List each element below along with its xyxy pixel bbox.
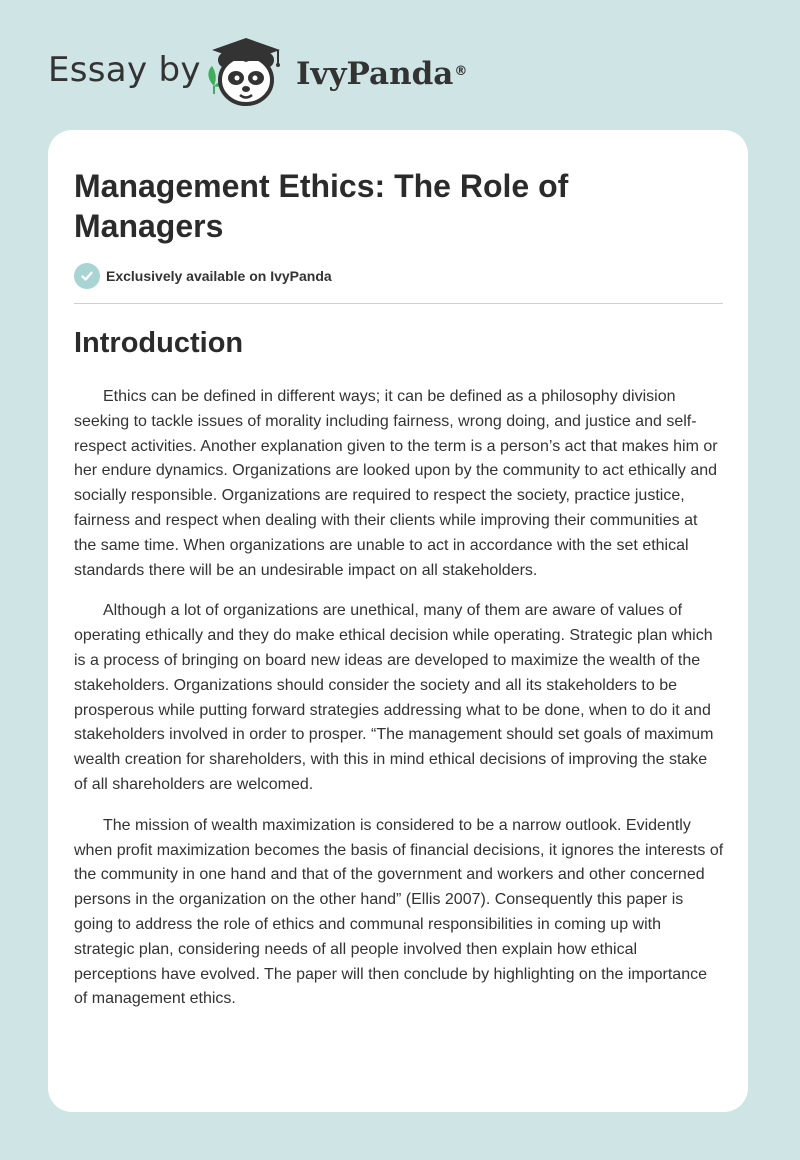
paragraph: The mission of wealth maximization is considered to be a narrow outlook. Evidently when profit maximization becomes the basis of financial decisions, it ignores the interests of the community in one hand and that of the government and workers and other concerned persons in the organization on the other hand” (Ellis 2007). Consequently this paper is going to address the role of ethics and communal responsibilities in coming up with strategic plan, considering needs of all people involved then explain how ethical perceptions have evolved. The paper will then conclude by highlighting on the importance of management ethics.: [74, 816, 724, 1008]
paragraph: Ethics can be defined in different ways; it can be defined as a philosophy division seeking to tackle issues of morality including fairness, wrong doing, and justice and self-respect activities. Another explanation given to the term is a person’s act that makes him or her endure dynamics. Organizations are looked upon by the community to act ethically and socially responsible. Organizations are required to respect the society, practice justice, fairness and respect when dealing with their clients while improving their communities at the same time. When organizations are unable to act in accordance with the set ethical standards there will be an undesirable impact on all stakeholders.: [74, 388, 718, 579]
brand-name-text: IvyPanda: [296, 56, 454, 92]
exclusive-badge: [74, 263, 332, 289]
exclusive-badge-label: Exclusively available on IvyPanda: [106, 268, 332, 284]
section-heading-introduction: Introduction: [74, 327, 244, 359]
brand-prefix: Essay by: [48, 50, 201, 90]
panda-graduate-logo-icon[interactable]: [200, 36, 292, 110]
registered-mark: ®: [454, 64, 468, 79]
brand-name[interactable]: [296, 54, 467, 94]
essay-card: [48, 130, 748, 1112]
article-body: [74, 385, 724, 1028]
paragraph: Although a lot of organizations are unethical, many of them are aware of values of operating ethically and they do make ethical decision while operating. Strategic plan which is a process of bringing on board new ideas are developed to maximize the wealth of the stakeholders. Organizations should consider the society and all its stakeholders to be prosperous while putting forward strategies addressing what to be done, when to do it and stakeholders involved in order to prosper. “The management should set goals of maximum wealth creation for shareholders, with this in mind ethical decisions of improving the stake of all shareholders are welcomed.: [74, 602, 714, 793]
check-circle-icon: [74, 263, 100, 289]
divider: [74, 303, 723, 304]
page-title: Management Ethics: The Role of Managers: [74, 168, 569, 244]
site-header: [0, 0, 800, 120]
